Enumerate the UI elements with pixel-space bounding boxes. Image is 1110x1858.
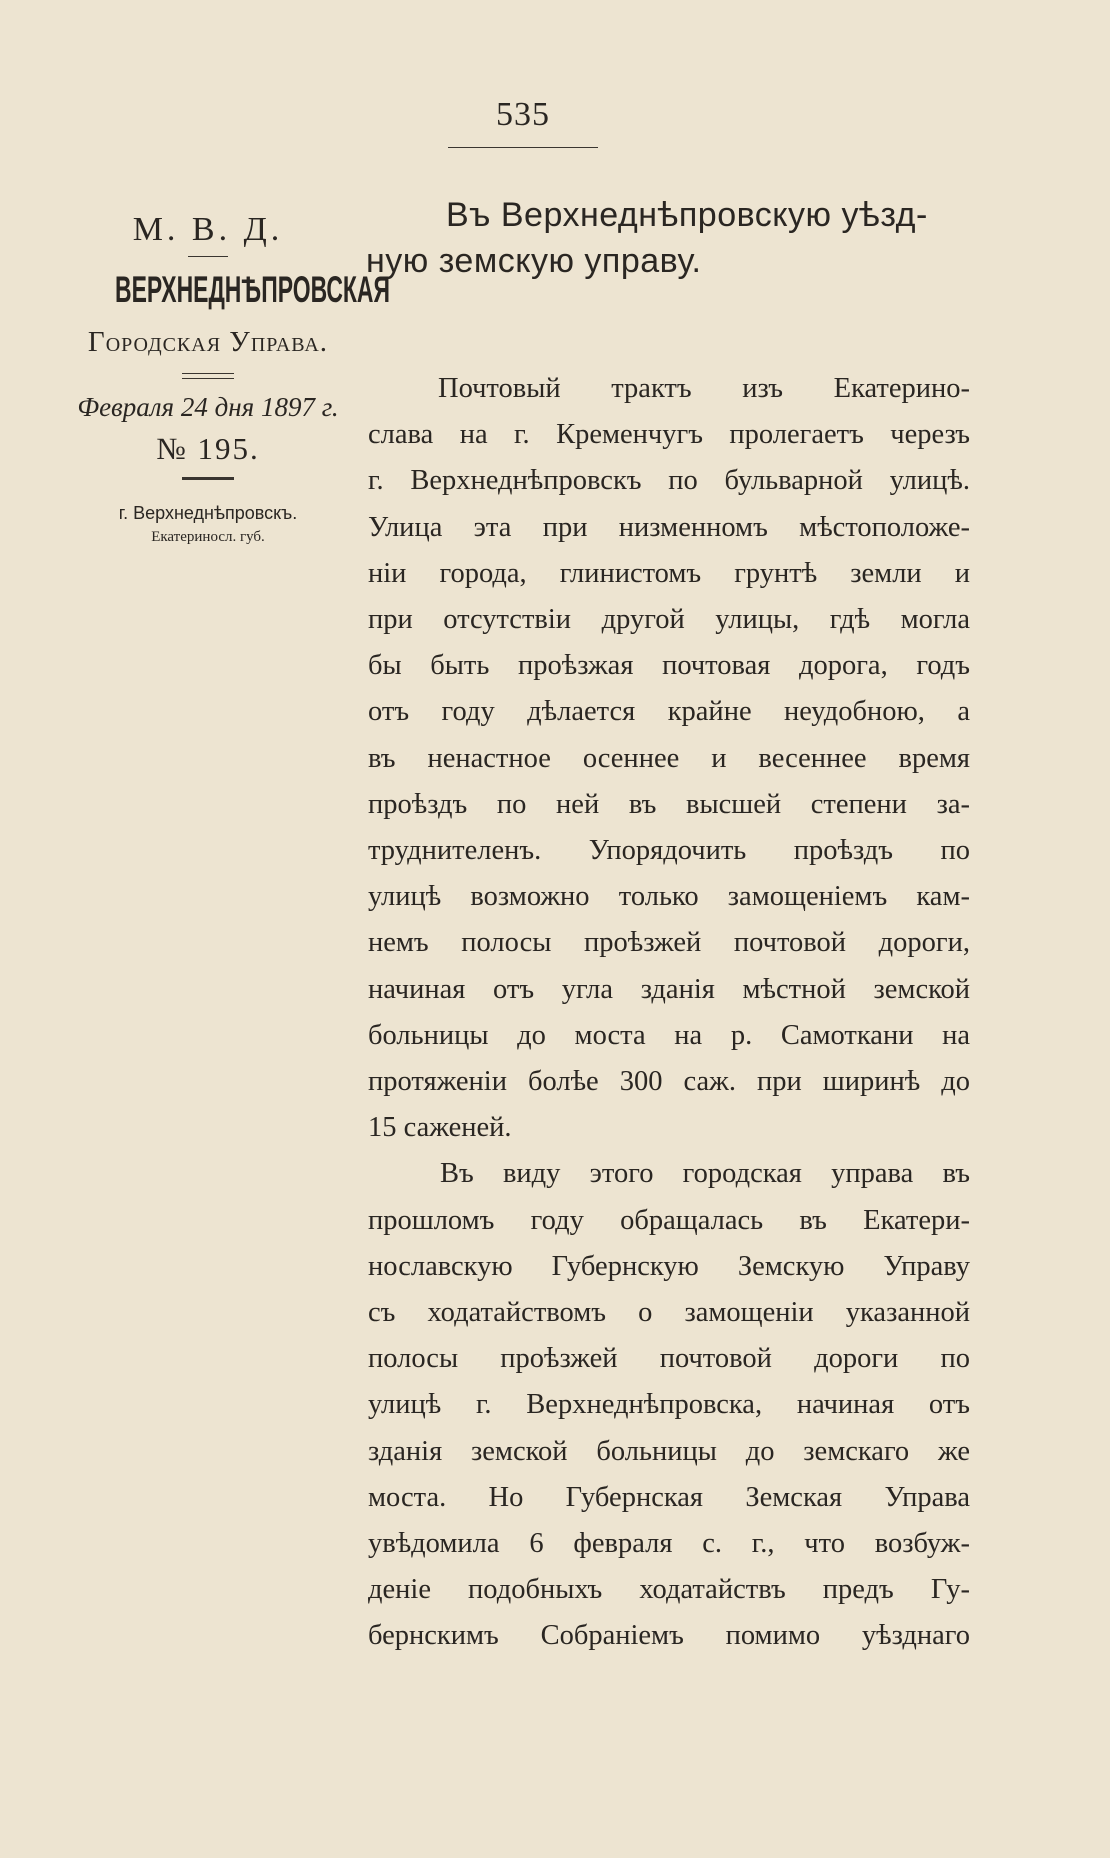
body-line: бы быть проѣзжая почтовая дорога, годъ bbox=[368, 650, 970, 682]
letter-number: № 195. bbox=[156, 431, 260, 466]
body-line: труднителенъ. Упорядочить проѣздъ по bbox=[368, 835, 970, 867]
body-line: 15 саженей. bbox=[368, 1112, 512, 1144]
body-line: протяженіи болѣе 300 саж. при ширинѣ до bbox=[368, 1066, 970, 1098]
body-line: увѣдомила 6 февраля с. г., что возбуж- bbox=[368, 1528, 970, 1560]
body-line: съ ходатайствомъ о замощеніи указанной bbox=[368, 1297, 970, 1329]
addressee bbox=[366, 192, 986, 284]
body-line: г. Верхнеднѣпровскъ по бульварной улицѣ. bbox=[368, 465, 970, 497]
body-line: больницы до моста на р. Самоткани на bbox=[368, 1019, 970, 1051]
body-line: бернскимъ Собраніемъ помимо уѣзднаго bbox=[368, 1620, 970, 1652]
council-name: ВЕРХНЕДНѢПРОВСКАЯ bbox=[115, 269, 390, 310]
body-line: слава на г. Кременчугъ пролегаетъ черезъ bbox=[368, 419, 970, 451]
body-line: Почтовый трактъ изъ Екатерино- bbox=[438, 373, 970, 404]
body-line: Улица эта при низменномъ мѣстоположе- bbox=[368, 511, 970, 543]
letter-body bbox=[368, 366, 970, 1660]
body-line: проѣздъ по ней въ высшей степени за- bbox=[368, 788, 970, 820]
body-line: прошломъ году обращалась въ Екатери- bbox=[368, 1204, 970, 1236]
sender-place: г. Верхнеднѣпровскъ. bbox=[118, 503, 298, 523]
body-line: начиная отъ угла зданія мѣстной земской bbox=[368, 973, 970, 1005]
body-line: нославскую Губернскую Земскую Управу bbox=[368, 1250, 970, 1282]
body-line: немъ полосы проѣзжей почтовой дороги, bbox=[368, 927, 970, 959]
number-divider bbox=[182, 477, 234, 480]
sender-block bbox=[58, 210, 390, 546]
sender-region: Екатериносл. губ. bbox=[151, 529, 265, 545]
body-line: зданія земской больницы до земскаго же bbox=[368, 1435, 970, 1467]
ministry-abbreviation: М. В. Д. bbox=[132, 211, 284, 248]
body-line: Въ виду этого городская управа въ bbox=[440, 1158, 970, 1190]
body-line: отъ году дѣлается крайне неудобною, а bbox=[368, 696, 970, 728]
addressee-line: Въ Верхнеднѣпровскую уѣзд- bbox=[446, 196, 928, 234]
body-line: улицѣ г. Верхнеднѣпровска, начиная отъ bbox=[368, 1389, 970, 1421]
sender-double-divider bbox=[182, 373, 234, 379]
sender-divider bbox=[188, 256, 228, 257]
body-line: полосы проѣзжей почтовой дороги по bbox=[368, 1343, 970, 1375]
body-line: въ ненастное осеннее и весеннее время bbox=[368, 742, 970, 774]
body-line: ніи города, глинистомъ грунтѣ земли и bbox=[368, 557, 970, 589]
addressee-line: ную земскую управу. bbox=[366, 242, 702, 280]
page-number-rule bbox=[448, 147, 598, 148]
body-line: при отсутствіи другой улицы, гдѣ могла bbox=[368, 604, 970, 636]
body-line: улицѣ возможно только замощеніемъ кам- bbox=[368, 881, 970, 913]
body-line: деніе подобныхъ ходатайствъ предъ Гу- bbox=[368, 1574, 970, 1606]
council-type: Городская Управа. bbox=[87, 326, 329, 358]
page-number: 535 bbox=[496, 96, 550, 133]
letter-date: Февраля 24 дня 1897 г. bbox=[77, 392, 339, 422]
body-line: моста. Но Губернская Земская Управа bbox=[368, 1481, 970, 1513]
